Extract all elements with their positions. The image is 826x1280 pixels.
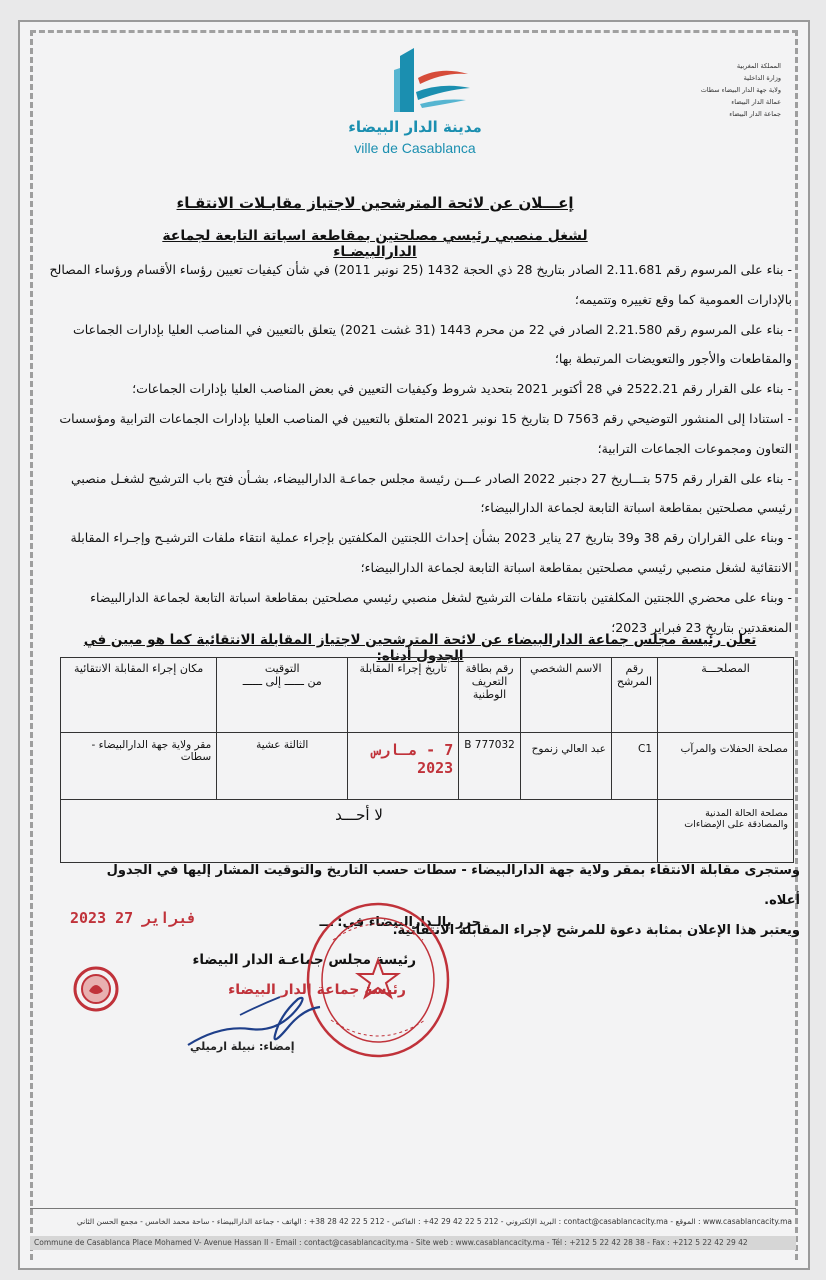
- closing-line: وستجرى مقابلة الانتقاء بمقر ولاية جهة الدارالبيضاء - سطات حسب التاريخ والتوقيت المشار إليها في الجدول أعلاه.: [106, 863, 800, 908]
- cell-none: لا أحـــد: [61, 800, 658, 863]
- small-stamp-icon: [72, 965, 120, 1013]
- footer-french: Commune de Casablanca Place Mohamed V- Avenue Hassan II - Email : contact@casablancacity.ma - Site web : www.casablancacity.ma - Tél : +212 5 22 42 28 38 - Fax : +212 5 22 42 29 42: [30, 1236, 796, 1250]
- logo-french-text: ville de Casablanca: [354, 140, 476, 156]
- closing-line: ويعتبر هذا الإعلان بمثابة دعوة للمرشح لإجراء المقابلة الانتقائية.: [392, 923, 800, 938]
- ministry-line: عمالة الدار البيضاء: [731, 98, 781, 106]
- ministry-line: ولاية جهة الدار البيضاء سطات: [700, 86, 781, 94]
- done-date-stamp: [70, 908, 196, 927]
- cell-time: الثالثة عشية: [217, 733, 348, 800]
- table-row: [61, 733, 794, 800]
- legal-paragraph: - بناء على القرار رقم 575 بتـــاريخ 27 دجنبر 2022 الصادر عـــن رئيسة مجلس جماعـة الدارالبيضاء، بشـأن فتح باب الترشيح لشغـل منصبي رئيسي مصلحتين بمقاطعة اسباتة التابعة لجماعة الدارالبيضاء؛: [70, 470, 792, 516]
- col-cin: رقم بطاقة التعريف الوطنية: [459, 658, 521, 733]
- col-place: مكان إجراء المقابلة الانتقائية: [61, 658, 217, 733]
- done-at-label: حرر بالـدارالبيضاء في: ـــ: [319, 915, 481, 930]
- cell-place: مقر ولاية جهة الدارالبيضاء - سطات: [61, 733, 217, 800]
- ministry-line: وزارة الداخلية: [743, 74, 781, 82]
- cell-name: عبد العالي زنموح: [520, 733, 611, 800]
- logo-arabic-text: مدينة الدار البيضاء: [348, 118, 482, 136]
- table-row: [61, 800, 794, 863]
- ministry-header: [671, 60, 781, 120]
- cell-date: [348, 733, 459, 800]
- col-number: رقم المرشح: [611, 658, 657, 733]
- col-time-label: التوقيت: [264, 662, 300, 675]
- legal-paragraph: - استنادا إلى المنشور التوضيحي رقم D 7563 بتاريخ 15 نونبر 2021 المتعلق بالتعيين في المناصب العليا بإدارات الجماعات الترابية ومؤسسات التعاون ومجموعات الجماعات الترابية؛: [59, 410, 792, 456]
- ministry-line: المملكة المغربية: [736, 62, 781, 70]
- footer-divider: [30, 1208, 796, 1209]
- legal-paragraph: - بناء على المرسوم رقم 2.21.580 الصادر في 22 من محرم 1443 (31 غشت 2021) يتعلق بالتعيين في المناصب العليا بإدارات الجماعات والمقاطعات والأجور والتعويضات المرتبطة بها؛: [73, 321, 792, 367]
- table-header-row: [61, 658, 794, 733]
- candidates-table: [60, 657, 794, 863]
- col-name: الاسم الشخصي: [520, 658, 611, 733]
- table-intro: تعلن رئيسة مجلس جماعة الدارالبيضاء عن لائحة المترشحين لاجتياز المقابلة الانتقائية كما هو مبين في الجدول أدناه:: [83, 632, 757, 664]
- col-time: [217, 658, 348, 733]
- cell-number: C1: [611, 733, 657, 800]
- footer-arabic: www.casablancacity.ma : الموقع - contact@casablancacity.ma : البريد الإلكتروني - 212 5 22 42 29 42+ : الفاكس - 212 5 22 42 28 38+ : الهاتف - جماعة الدارالبيضاء - ساحة محمد الخامس - مجمع الحسن الثاني: [76, 1217, 792, 1226]
- legal-paragraph: - وبناء على محضري اللجنتين المكلفتين بانتقاء ملفات الترشيح لشغل منصبي رئيسي مصلحتين بمقاطعة اسباتة التابعة لجماعة الدارالبيضاء المنعقدتين بتاريخ 23 فبراير 2023؛: [90, 589, 792, 635]
- legal-paragraph: - بناء على القرار رقم 2522.21 في 28 أكتوبر 2021 بتحديد شروط وكيفيات التعيين في بعض المناصب العليا بإدارات الجماعات؛: [132, 381, 792, 397]
- ministry-line: جماعة الدار البيضاء: [729, 110, 781, 118]
- cell-service: مصلحة الحفلات والمرآب: [658, 733, 794, 800]
- announcement-title: إعـــلان عن لائحة المترشحين لاجتياز مقابـلات الانتقـاء: [176, 194, 574, 212]
- casablanca-logo-icon: [390, 48, 470, 116]
- president-title: رئيسة مجلس جماعـة الدار البيضاء: [192, 952, 416, 968]
- date-stamp: 7 - مـارس 2023: [371, 741, 454, 777]
- done-date-text: 2023 فبراير 27: [70, 909, 197, 927]
- col-date: تاريخ إجراء المقابلة: [348, 658, 459, 733]
- cell-service: مصلحة الحالة المدنية والمصادقة على الإمضاءات: [658, 800, 794, 863]
- council-stamp-text: رئيسة جماعة الدار البيضاء: [228, 982, 406, 998]
- casablanca-logo: [330, 48, 500, 158]
- signature-label: إمضاء: نبيلة ارميلي: [190, 1040, 295, 1053]
- col-time-range: من ــــــ إلى ــــــ: [242, 675, 322, 688]
- cell-cin: B 777032: [459, 733, 521, 800]
- announcement-subtitle: لشغل منصبي رئيسي مصلحتين بمقاطعة اسباتة التابعة لجماعة الدارالبيضـاء: [162, 228, 588, 260]
- legal-basis: [40, 255, 792, 642]
- legal-paragraph: - وبناء على القراران رقم 38 و39 بتاريخ 27 يناير 2023 بشأن إحداث اللجنتين المكلفتين بإجراء عملية انتقاء ملفات الترشيـح وإجـراء المقابلة الانتقائية لشغل منصبي رئيسي مصلحتين بمقاطعة اسباتة التابعة لجماعة الدارالبيضاء؛: [70, 530, 792, 575]
- legal-paragraph: - بناء على المرسوم رقم 2.11.681 الصادر بتاريخ 28 ذي الحجة 1432 (25 نونبر 2011) في شأن كيفيات تعيين رؤساء الأقسام ورؤساء المصالح بالإدارات العمومية كما وقع تغييره وتتميمه؛: [49, 262, 792, 307]
- col-service: المصلحـــة: [658, 658, 794, 733]
